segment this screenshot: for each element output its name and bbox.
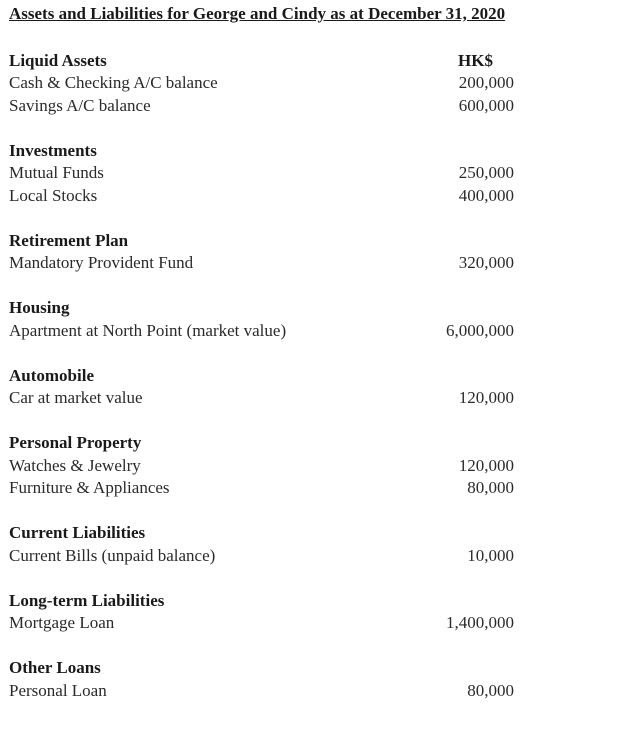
item-label: Car at market value [9, 388, 143, 407]
item-amount: 80,000 [467, 681, 514, 700]
section-heading-housing: Housing [9, 298, 70, 317]
section-heading-investments: Investments [9, 141, 97, 160]
section-heading-long-term-liabilities: Long-term Liabilities [9, 591, 165, 610]
item-label: Watches & Jewelry [9, 456, 141, 475]
item-label: Local Stocks [9, 186, 98, 205]
item-amount: 400,000 [458, 186, 514, 205]
section-heading-current-liabilities: Current Liabilities [9, 523, 146, 542]
section-heading-retirement-plan: Retirement Plan [9, 231, 129, 250]
item-amount: 120,000 [458, 456, 514, 475]
item-label: Mutual Funds [9, 163, 104, 182]
item-amount: 120,000 [458, 388, 514, 407]
item-amount: 320,000 [458, 253, 514, 272]
item-amount: 6,000,000 [446, 321, 514, 340]
page-title: Assets and Liabilities for George and Cindy as at December 31, 2020 [9, 4, 506, 23]
item-amount: 250,000 [458, 163, 514, 182]
item-amount: 10,000 [467, 546, 514, 565]
item-amount: 600,000 [458, 96, 514, 115]
section-heading-automobile: Automobile [9, 366, 94, 385]
section-heading-personal-property: Personal Property [9, 433, 142, 452]
section-heading-liquid-assets: Liquid Assets [9, 51, 107, 70]
currency-header: HK$ [458, 51, 493, 70]
item-amount: 80,000 [467, 478, 514, 497]
section-heading-other-loans: Other Loans [9, 658, 101, 677]
item-label: Cash & Checking A/C balance [9, 73, 218, 92]
item-label: Current Bills (unpaid balance) [9, 546, 216, 565]
item-label: Furniture & Appliances [9, 478, 170, 497]
item-amount: 200,000 [458, 73, 514, 92]
item-label: Mortgage Loan [9, 613, 115, 632]
item-amount: 1,400,000 [446, 613, 514, 632]
item-label: Mandatory Provident Fund [9, 253, 194, 272]
item-label: Savings A/C balance [9, 96, 151, 115]
item-label: Personal Loan [9, 681, 107, 700]
item-label: Apartment at North Point (market value) [9, 321, 287, 340]
